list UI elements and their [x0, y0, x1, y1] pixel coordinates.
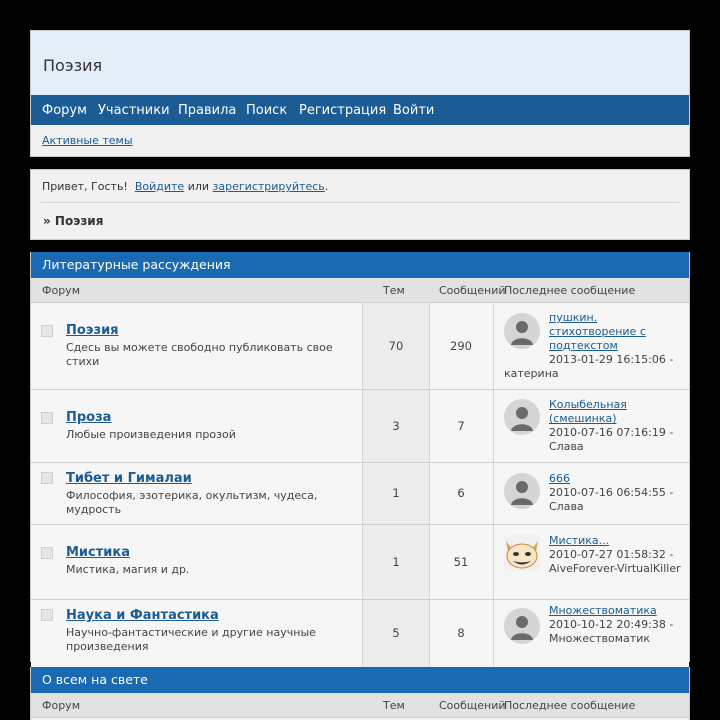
category-literary: [30, 252, 690, 662]
forum-link[interactable]: Мистика: [66, 545, 130, 560]
topics-count: 70: [388, 339, 404, 353]
posts-count: 51: [453, 555, 469, 569]
forum-link[interactable]: Наука и Фантастика: [66, 608, 219, 623]
posts-cell: [429, 525, 494, 599]
topics-count: 3: [392, 419, 400, 433]
forum-description: Философия, эзотерика, окультизм, чудеса, мудрость: [66, 489, 318, 516]
last-post-date: 2010-07-27 01:58:32 -: [549, 548, 674, 561]
read-marker-icon: [41, 412, 53, 424]
nav-members[interactable]: Участники: [98, 103, 170, 118]
main-nav: [31, 95, 689, 125]
last-post-date: 2013-01-29 16:15:06 -: [549, 353, 674, 366]
breadcrumb: » Поэзия: [43, 214, 104, 228]
read-marker-icon: [41, 472, 53, 484]
last-post-link[interactable]: пушкин. стихотворение с подтекстом: [549, 311, 646, 352]
forum-description: Любые произведения прозой: [66, 428, 236, 441]
forum-link[interactable]: Поэзия: [66, 323, 119, 338]
read-marker-icon: [41, 609, 53, 621]
topics-cell: [362, 463, 430, 524]
forum-header: [30, 30, 690, 157]
last-post-user[interactable]: Слава: [549, 440, 584, 453]
topics-count: 5: [392, 626, 400, 640]
posts-cell: [429, 303, 494, 389]
last-post-link[interactable]: Мистика...: [549, 534, 610, 547]
divider: [41, 202, 679, 203]
last-post-date: 2010-10-12 20:49:38 -: [549, 618, 674, 631]
forum-description: Научно-фантастические и другие научные произведения: [66, 626, 316, 653]
sub-nav: [31, 125, 689, 156]
site-title: Поэзия: [43, 56, 103, 75]
column-headers: [31, 693, 689, 718]
nav-search[interactable]: Поиск: [246, 103, 288, 118]
col-forum: Форум: [42, 284, 80, 297]
col-topics: Тем: [383, 699, 405, 712]
posts-count: 8: [457, 626, 465, 640]
user-silhouette-icon: [504, 313, 540, 349]
last-post-link[interactable]: Колыбельная (смешинка): [549, 398, 627, 425]
period-text: .: [324, 180, 329, 193]
or-text: или: [187, 180, 210, 193]
forum-row: [31, 600, 689, 670]
nav-register[interactable]: Регистрация: [299, 103, 387, 118]
forum-row: [31, 303, 689, 390]
category-title[interactable]: О всем на свете: [31, 667, 689, 693]
forum-row: [31, 390, 689, 463]
active-topics-link[interactable]: Активные темы: [42, 134, 133, 147]
last-post-link[interactable]: Множествоматика: [549, 604, 657, 617]
posts-cell: [429, 600, 494, 670]
login-link[interactable]: Войдите: [134, 180, 185, 193]
last-post-link[interactable]: 666: [549, 472, 570, 485]
forum-description: Сдесь вы можете свободно публиковать свое стихи: [66, 341, 333, 368]
last-post-user[interactable]: AiveForever-VirtualKiller: [549, 562, 681, 575]
posts-cell: [429, 390, 494, 462]
col-topics: Тем: [383, 284, 405, 297]
user-silhouette-icon: [504, 399, 540, 435]
forum-row: [31, 525, 689, 600]
col-posts: Сообщений: [439, 699, 506, 712]
topics-cell: [362, 600, 430, 670]
topics-cell: [362, 303, 430, 389]
last-post-info: [549, 398, 684, 440]
greeting-text: Привет, Гость!: [42, 180, 128, 193]
read-marker-icon: [41, 325, 53, 337]
user-silhouette-icon: [504, 473, 540, 509]
user-silhouette-icon: [504, 608, 540, 644]
welcome-box: [30, 169, 690, 240]
nav-login[interactable]: Войти: [393, 103, 435, 118]
last-post-info: [549, 604, 684, 646]
read-marker-icon: [41, 547, 53, 559]
forum-link[interactable]: Проза: [66, 410, 112, 425]
col-posts: Сообщений: [439, 284, 506, 297]
forum-description: Мистика, магия и др.: [66, 563, 190, 576]
category-everything: [30, 667, 690, 720]
col-last-post: Последнее сообщение: [504, 284, 636, 297]
last-post-date: 2010-07-16 06:54:55 -: [549, 486, 674, 499]
nav-forum[interactable]: Форум: [42, 103, 87, 118]
column-headers: [31, 278, 689, 303]
topics-cell: [362, 390, 430, 462]
site-title-bar: [31, 31, 689, 96]
posts-count: 6: [457, 486, 465, 500]
posts-cell: [429, 463, 494, 524]
category-title[interactable]: Литературные рассуждения: [31, 252, 689, 278]
forum-row: [31, 463, 689, 525]
welcome-line: [42, 180, 328, 193]
cartoon-face-icon: [504, 535, 540, 571]
last-post-info: [549, 472, 684, 500]
nav-rules[interactable]: Правила: [178, 103, 237, 118]
last-post-user[interactable]: Множествоматик: [549, 632, 650, 645]
topics-count: 1: [392, 555, 400, 569]
col-forum: Форум: [42, 699, 80, 712]
posts-count: 290: [450, 339, 472, 353]
forum-link[interactable]: Тибет и Гималаи: [66, 471, 192, 486]
last-post-date: 2010-07-16 07:16:19 -: [549, 426, 674, 439]
last-post-info: [549, 311, 684, 367]
col-last-post: Последнее сообщение: [504, 699, 636, 712]
topics-count: 1: [392, 486, 400, 500]
last-post-user[interactable]: катерина: [504, 367, 559, 380]
last-post-user[interactable]: Слава: [549, 500, 584, 513]
topics-cell: [362, 525, 430, 599]
last-post-info: [549, 534, 684, 576]
register-link[interactable]: зарегистрируйтесь: [212, 180, 325, 193]
posts-count: 7: [457, 419, 465, 433]
